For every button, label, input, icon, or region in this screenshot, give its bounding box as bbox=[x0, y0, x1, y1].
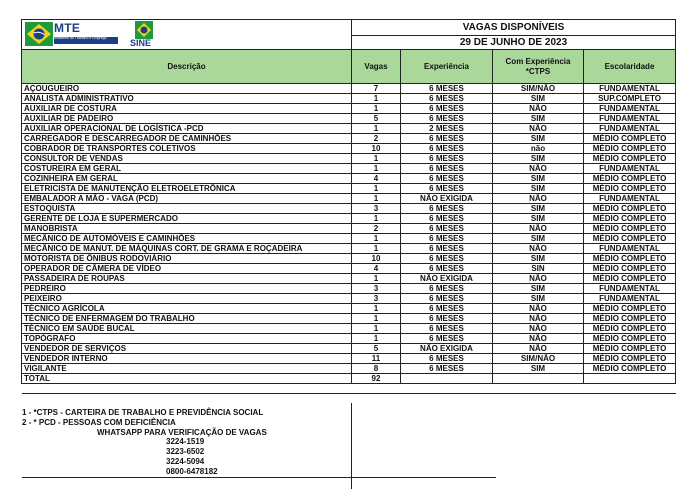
cell-experiencia: 6 MESES bbox=[401, 244, 493, 254]
cell-escolaridade: MÉDIO COMPLETO bbox=[584, 144, 676, 154]
table-row bbox=[22, 344, 676, 354]
cell-descricao: CARREGADOR E DESCARREGADOR DE CAMINHÕES bbox=[22, 134, 352, 144]
col-header-descricao: Descrição bbox=[22, 50, 352, 84]
cell-descricao: TÉCNICO EM SAÚDE BUCAL bbox=[22, 324, 352, 334]
table-row bbox=[22, 314, 676, 324]
table-row bbox=[22, 164, 676, 174]
cell-descricao: MECÂNICO DE MANUT. DE MÁQUINAS CORT. DE GRAMA E ROÇADEIRA bbox=[22, 244, 352, 254]
page-title: VAGAS DISPONÍVEIS bbox=[352, 20, 676, 36]
cell-experiencia: 6 MESES bbox=[401, 184, 493, 194]
table-row bbox=[22, 134, 676, 144]
cell-experiencia: 6 MESES bbox=[401, 84, 493, 94]
vagas-table bbox=[21, 19, 676, 394]
table-row bbox=[22, 144, 676, 154]
cell-experiencia: 6 MESES bbox=[401, 314, 493, 324]
cell-escolaridade: FUNDAMENTAL bbox=[584, 244, 676, 254]
cell-vagas: 1 bbox=[352, 334, 401, 344]
spacer-cell bbox=[22, 384, 676, 394]
cell-vagas: 2 bbox=[352, 134, 401, 144]
total-empty-cell bbox=[584, 374, 676, 384]
table-row bbox=[22, 84, 676, 94]
cell-escolaridade: MÉDIO COMPLETO bbox=[584, 184, 676, 194]
cell-ctps: NÃO bbox=[493, 194, 584, 204]
cell-escolaridade: FUNDAMENTAL bbox=[584, 294, 676, 304]
cell-experiencia: 6 MESES bbox=[401, 154, 493, 164]
note-ctps: 1 - *CTPS - CARTEIRA DE TRABALHO E PREVIDÊNCIA SOCIAL bbox=[22, 408, 264, 417]
cell-ctps: NÃO bbox=[493, 124, 584, 134]
logo-area bbox=[22, 20, 352, 50]
table-row bbox=[22, 114, 676, 124]
table-row bbox=[22, 174, 676, 184]
cell-descricao: COSTUREIRA EM GERAL bbox=[22, 164, 352, 174]
cell-experiencia: 6 MESES bbox=[401, 254, 493, 264]
cell-ctps: NÃO bbox=[493, 224, 584, 234]
cell-descricao: COBRADOR DE TRANSPORTES COLETIVOS bbox=[22, 144, 352, 154]
cell-escolaridade: MÉDIO COMPLETO bbox=[584, 234, 676, 244]
table-row bbox=[22, 104, 676, 114]
cell-escolaridade: MÉDIO COMPLETO bbox=[584, 214, 676, 224]
table-row bbox=[22, 154, 676, 164]
cell-descricao: AUXILIAR DE COSTURA bbox=[22, 104, 352, 114]
cell-escolaridade: FUNDAMENTAL bbox=[584, 124, 676, 134]
whatsapp-label: WHATSAPP PARA VERIFICAÇÃO DE VAGAS bbox=[97, 427, 267, 437]
cell-vagas: 5 bbox=[352, 114, 401, 124]
cell-ctps: NÃO bbox=[493, 244, 584, 254]
cell-descricao: PASSADEIRA DE ROUPAS bbox=[22, 274, 352, 284]
table-row bbox=[22, 364, 676, 374]
table-row bbox=[22, 224, 676, 234]
cell-ctps: SIM/NÃO bbox=[493, 354, 584, 364]
cell-ctps: SIM bbox=[493, 134, 584, 144]
total-empty-cell bbox=[493, 374, 584, 384]
table-row bbox=[22, 294, 676, 304]
cell-vagas: 1 bbox=[352, 214, 401, 224]
cell-vagas: 1 bbox=[352, 304, 401, 314]
cell-ctps: SIM bbox=[493, 114, 584, 124]
cell-ctps: NÃO bbox=[493, 164, 584, 174]
cell-ctps: NÃO bbox=[493, 334, 584, 344]
total-row bbox=[22, 374, 676, 384]
cell-escolaridade: FUNDAMENTAL bbox=[584, 164, 676, 174]
cell-experiencia: NÃO EXIGIDA bbox=[401, 274, 493, 284]
cell-vagas: 7 bbox=[352, 84, 401, 94]
cell-vagas: 8 bbox=[352, 364, 401, 374]
cell-vagas: 10 bbox=[352, 144, 401, 154]
total-label: TOTAL bbox=[22, 374, 352, 384]
cell-experiencia: 6 MESES bbox=[401, 94, 493, 104]
cell-ctps: SIM bbox=[493, 204, 584, 214]
cell-experiencia: 6 MESES bbox=[401, 174, 493, 184]
cell-ctps: SIM bbox=[493, 284, 584, 294]
cell-descricao: AUXILIAR DE PADEIRO bbox=[22, 114, 352, 124]
cell-vagas: 3 bbox=[352, 204, 401, 214]
cell-descricao: TÉCNICO DE ENFERMAGEM DO TRABALHO bbox=[22, 314, 352, 324]
phone-number: 3224-1519 bbox=[166, 437, 205, 447]
sine-flag-icon bbox=[135, 21, 153, 39]
table-row bbox=[22, 244, 676, 254]
cell-vagas: 1 bbox=[352, 324, 401, 334]
cell-experiencia: 6 MESES bbox=[401, 104, 493, 114]
cell-experiencia: NÃO EXIGIDA bbox=[401, 344, 493, 354]
cell-ctps: não bbox=[493, 144, 584, 154]
cell-ctps: SIM bbox=[493, 154, 584, 164]
table-row bbox=[22, 184, 676, 194]
cell-experiencia: 6 MESES bbox=[401, 354, 493, 364]
cell-experiencia: 6 MESES bbox=[401, 144, 493, 154]
cell-vagas: 1 bbox=[352, 244, 401, 254]
cell-ctps: NÃO bbox=[493, 304, 584, 314]
table-row bbox=[22, 234, 676, 244]
cell-descricao: TÉCNICO AGRÍCOLA bbox=[22, 304, 352, 314]
table-row bbox=[22, 334, 676, 344]
cell-descricao: VENDEDOR INTERNO bbox=[22, 354, 352, 364]
cell-escolaridade: MÉDIO COMPLETO bbox=[584, 364, 676, 374]
cell-ctps: NÃO bbox=[493, 104, 584, 114]
sine-logo bbox=[130, 21, 160, 48]
cell-descricao: VIGILANTE bbox=[22, 364, 352, 374]
col-header-vagas: Vagas bbox=[352, 50, 401, 84]
cell-ctps: SIM bbox=[493, 94, 584, 104]
cell-escolaridade: MÉDIO COMPLETO bbox=[584, 254, 676, 264]
cell-descricao: COZINHEIRA EM GERAL bbox=[22, 174, 352, 184]
cell-escolaridade: FUNDAMENTAL bbox=[584, 114, 676, 124]
cell-vagas: 1 bbox=[352, 94, 401, 104]
table-row bbox=[22, 304, 676, 314]
total-empty-cell bbox=[401, 374, 493, 384]
cell-descricao: ANALISTA ADMINISTRATIVO bbox=[22, 94, 352, 104]
cell-escolaridade: MÉDIO COMPLETO bbox=[584, 134, 676, 144]
cell-escolaridade: MÉDIO COMPLETO bbox=[584, 304, 676, 314]
cell-experiencia: 6 MESES bbox=[401, 224, 493, 234]
cell-escolaridade: FUNDAMENTAL bbox=[584, 104, 676, 114]
cell-escolaridade: MÉDIO COMPLETO bbox=[584, 334, 676, 344]
cell-ctps: NÃO bbox=[493, 324, 584, 334]
cell-experiencia: 6 MESES bbox=[401, 114, 493, 124]
cell-ctps: NÃO bbox=[493, 344, 584, 354]
cell-escolaridade: FUNDAMENTAL bbox=[584, 194, 676, 204]
cell-vagas: 1 bbox=[352, 234, 401, 244]
cell-experiencia: 6 MESES bbox=[401, 284, 493, 294]
cell-experiencia: NÃO EXIGIDA bbox=[401, 194, 493, 204]
cell-descricao: AUXILIAR OPERACIONAL DE LOGÍSTICA -PCD bbox=[22, 124, 352, 134]
cell-experiencia: 6 MESES bbox=[401, 204, 493, 214]
table-row bbox=[22, 214, 676, 224]
table-row bbox=[22, 264, 676, 274]
cell-descricao: ELETRICISTA DE MANUTENÇÃO ELETROELETRÔNICA bbox=[22, 184, 352, 194]
cell-descricao: ESTOQUISTA bbox=[22, 204, 352, 214]
table-row bbox=[22, 194, 676, 204]
cell-experiencia: 6 MESES bbox=[401, 214, 493, 224]
cell-vagas: 1 bbox=[352, 154, 401, 164]
cell-experiencia: 6 MESES bbox=[401, 324, 493, 334]
cell-escolaridade: MÉDIO COMPLETO bbox=[584, 324, 676, 334]
cell-ctps: SIM bbox=[493, 254, 584, 264]
cell-descricao: GERENTE DE LOJA E SUPERMERCADO bbox=[22, 214, 352, 224]
cell-ctps: NÃO bbox=[493, 274, 584, 284]
cell-vagas: 3 bbox=[352, 294, 401, 304]
table-row bbox=[22, 124, 676, 134]
cell-descricao: VENDEDOR DE SERVIÇOS bbox=[22, 344, 352, 354]
brazil-flag-icon bbox=[25, 22, 53, 46]
cell-experiencia: 6 MESES bbox=[401, 164, 493, 174]
cell-escolaridade: FUNDAMENTAL bbox=[584, 284, 676, 294]
phone-number: 3224-5094 bbox=[166, 456, 205, 466]
cell-experiencia: 6 MESES bbox=[401, 304, 493, 314]
total-vagas: 92 bbox=[352, 374, 401, 384]
cell-escolaridade: MÉDIO COMPLETO bbox=[584, 264, 676, 274]
cell-vagas: 2 bbox=[352, 224, 401, 234]
mte-logo bbox=[25, 22, 117, 46]
cell-escolaridade: SUP.COMPLETO bbox=[584, 94, 676, 104]
cell-descricao: OPERADOR DE CÂMERA DE VÍDEO bbox=[22, 264, 352, 274]
spacer-row bbox=[22, 384, 676, 394]
table-row bbox=[22, 254, 676, 264]
table-row bbox=[22, 284, 676, 294]
col-header-escolaridade: Escolaridade bbox=[584, 50, 676, 84]
notes-section bbox=[22, 408, 352, 478]
mte-logo-text: MTE bbox=[54, 21, 81, 35]
cell-vagas: 5 bbox=[352, 344, 401, 354]
sine-logo-text: SINE bbox=[130, 38, 152, 48]
cell-escolaridade: MÉDIO COMPLETO bbox=[584, 314, 676, 324]
note-pcd: 2 - * PCD - PESSOAS COM DEFICIÊNCIA bbox=[22, 417, 176, 427]
cell-escolaridade: MÉDIO COMPLETO bbox=[584, 204, 676, 214]
cell-vagas: 11 bbox=[352, 354, 401, 364]
cell-descricao: PEDREIRO bbox=[22, 284, 352, 294]
cell-vagas: 1 bbox=[352, 104, 401, 114]
cell-experiencia: 6 MESES bbox=[401, 334, 493, 344]
mte-logo-subtitle: Ministério do Trabalho e Emprego bbox=[54, 37, 118, 44]
cell-escolaridade: MÉDIO COMPLETO bbox=[584, 224, 676, 234]
cell-vagas: 1 bbox=[352, 164, 401, 174]
table-row bbox=[22, 274, 676, 284]
cell-descricao: PEIXEIRO bbox=[22, 294, 352, 304]
cell-vagas: 1 bbox=[352, 124, 401, 134]
cell-vagas: 1 bbox=[352, 184, 401, 194]
cell-vagas: 1 bbox=[352, 314, 401, 324]
cell-descricao: AÇOUGUEIRO bbox=[22, 84, 352, 94]
cell-escolaridade: MÉDIO COMPLETO bbox=[584, 174, 676, 184]
cell-vagas: 1 bbox=[352, 274, 401, 284]
cell-escolaridade: MÉDIO COMPLETO bbox=[584, 344, 676, 354]
cell-descricao: MANOBRISTA bbox=[22, 224, 352, 234]
cell-experiencia: 6 MESES bbox=[401, 294, 493, 304]
col-header-com-experiencia: Com Experiência *CTPS bbox=[493, 50, 584, 84]
cell-descricao: MECÂNICO DE AUTOMÓVEIS E CAMINHÕES bbox=[22, 234, 352, 244]
cell-vagas: 4 bbox=[352, 264, 401, 274]
col-header-experiencia: Experiência bbox=[401, 50, 493, 84]
cell-vagas: 1 bbox=[352, 194, 401, 204]
cell-ctps: SIM/NÃO bbox=[493, 84, 584, 94]
table-row bbox=[22, 354, 676, 364]
table-row bbox=[22, 204, 676, 214]
phone-number-tollfree: 0800-6478182 bbox=[22, 467, 496, 478]
cell-ctps: SIN bbox=[493, 264, 584, 274]
cell-experiencia: 2 MESES bbox=[401, 124, 493, 134]
cell-ctps: NÃO bbox=[493, 314, 584, 324]
cell-ctps: SIM bbox=[493, 234, 584, 244]
cell-descricao: CONSULTOR DE VENDAS bbox=[22, 154, 352, 164]
table-row bbox=[22, 94, 676, 104]
cell-ctps: SIM bbox=[493, 174, 584, 184]
cell-descricao: TOPÓGRAFO bbox=[22, 334, 352, 344]
cell-escolaridade: MÉDIO COMPLETO bbox=[584, 354, 676, 364]
cell-escolaridade: FUNDAMENTAL bbox=[584, 84, 676, 94]
cell-ctps: SIM bbox=[493, 214, 584, 224]
cell-escolaridade: MÉDIO COMPLETO bbox=[584, 274, 676, 284]
cell-ctps: SIM bbox=[493, 184, 584, 194]
cell-vagas: 3 bbox=[352, 284, 401, 294]
cell-escolaridade: MÉDIO COMPLETO bbox=[584, 154, 676, 164]
cell-ctps: SIM bbox=[493, 294, 584, 304]
phone-number: 3223-6502 bbox=[166, 447, 205, 457]
cell-experiencia: 6 MESES bbox=[401, 264, 493, 274]
cell-experiencia: 6 MESES bbox=[401, 134, 493, 144]
cell-experiencia: 6 MESES bbox=[401, 234, 493, 244]
cell-vagas: 4 bbox=[352, 174, 401, 184]
page-date: 29 DE JUNHO DE 2023 bbox=[352, 35, 676, 49]
cell-descricao: EMBALADOR A MÃO - VAGA (PCD) bbox=[22, 194, 352, 204]
cell-ctps: SIM bbox=[493, 364, 584, 374]
cell-vagas: 10 bbox=[352, 254, 401, 264]
table-row bbox=[22, 324, 676, 334]
cell-experiencia: 6 MESES bbox=[401, 364, 493, 374]
cell-descricao: MOTORISTA DE ÔNIBUS RODOVIÁRIO bbox=[22, 254, 352, 264]
